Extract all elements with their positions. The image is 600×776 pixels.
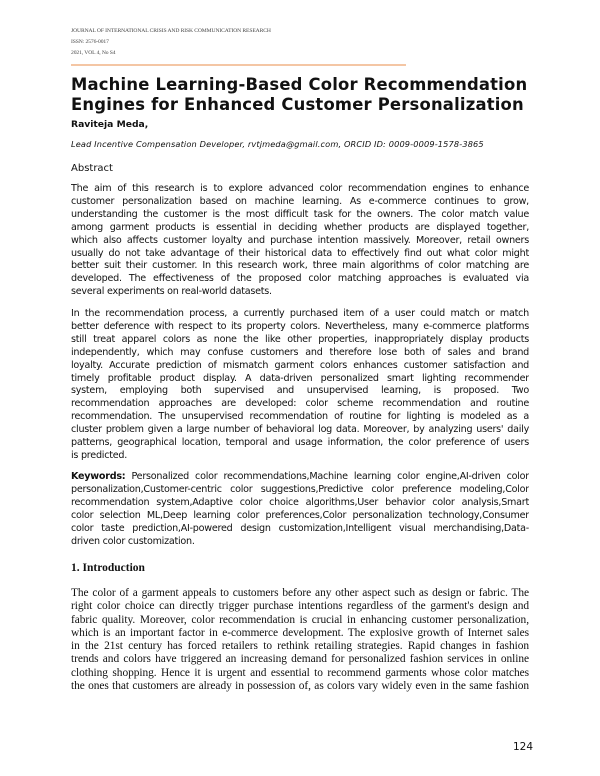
affiliation: Lead Incentive Compensation Developer, rvtjmeda@gmail.com, ORCID ID: 0009-0009-1578-3865 xyxy=(71,139,484,149)
keywords-line: driven color customization. xyxy=(71,535,195,547)
volume-info: 2021, VOL 4, No S4 xyxy=(71,50,116,56)
keywords-line: color taste prediction,AI-powered design customization,Intelligent visual merchandising,Data- xyxy=(71,522,529,534)
text-line: independently, which may confuse customers and therefore lose both of sales and brand xyxy=(71,346,529,358)
text-line: better suit their customer. In this research work, three main algorithms of color matching are xyxy=(71,260,529,272)
keywords-line: personalization,Customer-centric color suggestions,Predictive color preference modeling,Color xyxy=(71,483,529,495)
keywords-label: Keywords: xyxy=(71,471,126,482)
text-line: loyalty. Accurate prediction of mismatch garment colors enhances customer satisfaction and xyxy=(71,359,529,371)
journal-name: JOURNAL OF INTERNATIONAL CRISIS AND RISK COMMUNICATION RESEARCH xyxy=(71,28,271,34)
text-line: better deference with respect to its property colors. Nevertheless, many e-commerce platforms xyxy=(71,320,529,332)
text-line: The aim of this research is to explore advanced color recommendation engines to enhance xyxy=(71,183,529,194)
text-line: recommendation approaches are developed: color scheme recommendation and routine xyxy=(71,398,529,410)
text-line: fabric quality. Moreover, color recommendation is crucial in enhancing customer personalization, xyxy=(71,613,529,626)
header-rule xyxy=(71,64,406,66)
page-number: 124 xyxy=(513,741,534,753)
text-line: trends and colors have triggered an increasing demand for personalized fashion services in online xyxy=(71,653,529,666)
text-line: the ones that customers are already in possession of, as colors vary widely even in the same fashion xyxy=(71,680,529,693)
text-line: timely profitable product display. A data-driven personalized smart lighting recommender xyxy=(71,372,529,384)
text-line: several experiments on real-world datasets. xyxy=(71,286,272,298)
author: Raviteja Meda, xyxy=(71,119,149,130)
text-line: patterns, geographical location, temporal and usage information, the color preference of users xyxy=(71,437,529,449)
text-line: among garment products is essential in deciding whether products are displayed together, xyxy=(71,221,529,233)
text-line: right color choice can directly trigger purchase intentions regardless of the garment's design and xyxy=(71,600,529,613)
text-line: usually do not take advantage of their historical data to effectively find out what color might xyxy=(71,247,529,259)
text-line: cluster problem given a large number of behavioral log data. Moreover, by analyzing users' daily xyxy=(71,424,529,436)
text-line: which also affects customer loyalty and purchase intention massively. Moreover, retail owners xyxy=(71,234,529,246)
text-line: still treat apparel colors as none the like other properties, inappropriately display products xyxy=(71,333,529,345)
paper-title xyxy=(71,75,541,115)
abstract-paragraph-1 xyxy=(71,183,529,299)
text-line: developed. The effectiveness of the proposed color matching approaches is evaluated via xyxy=(71,273,529,285)
text-line: customer personalization based on machine learning. As e-commerce continues to grow, xyxy=(71,195,529,207)
title-line: Engines for Enhanced Customer Personalization xyxy=(71,95,524,114)
text-line: The color of a garment appeals to customers before any other aspect such as design or fabric. The xyxy=(71,587,529,599)
keywords-line: Keywords: Personalized color recommendations,Machine learning color engine,AI-driven color xyxy=(71,471,529,482)
section-heading-introduction: 1. Introduction xyxy=(71,562,145,574)
text-line: is predicted. xyxy=(71,449,128,461)
introduction-paragraph xyxy=(71,587,529,693)
text-line: understanding the customer is the most difficult task for the owners. The color match value xyxy=(71,208,529,220)
abstract-heading: Abstract xyxy=(71,163,113,174)
keywords xyxy=(71,471,529,548)
text-line: In the recommendation process, a currently purchased item of a user could match or match xyxy=(71,308,529,319)
keywords-line: recommendation system,Adaptive color choice algorithms,User behavior color analysis,Smart xyxy=(71,496,529,508)
keywords-line: color selection ML,Deep learning color preferences,Color personalization technology,Consumer xyxy=(71,509,529,521)
issn: ISSN: 2576-0017 xyxy=(71,39,109,45)
abstract-paragraph-2 xyxy=(71,308,529,463)
text-line: in the 21st century has forced retailers to rethink retailing strategies. Rapid changes in fashion xyxy=(71,640,529,653)
text-line: clothing shopping. Hence it is urgent and essential to recommend garments whose color matches xyxy=(71,666,529,679)
text-line: system, employing both supervised and unsupervised learning, is proposed. Two xyxy=(71,385,529,397)
title-line: Machine Learning-Based Color Recommendation xyxy=(71,75,528,94)
text-line: which is an important factor in e-commerce development. The explosive growth of Internet sales xyxy=(71,626,529,639)
text-line: recommendation. The unsupervised recommendation of routine for lighting is modeled as a xyxy=(71,411,529,423)
